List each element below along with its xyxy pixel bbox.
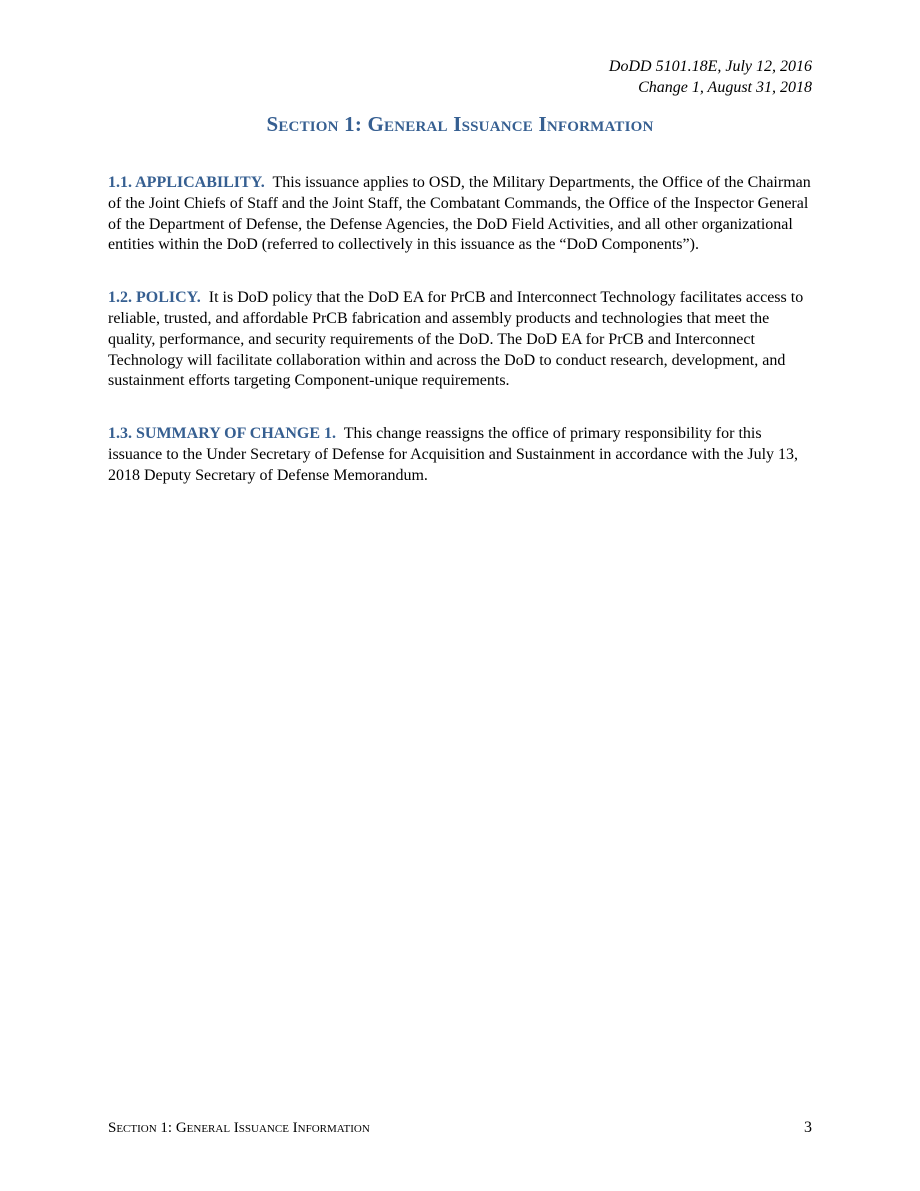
page-number: 3 [804, 1119, 812, 1136]
body-content [108, 173, 812, 519]
paragraph-text: This change reassigns the office of primary responsibility for this issuance to the Under Secretary of Defense for Acquisition and Sustainment in accordance with the July 13, 2018 Deputy Secretary of Defense Memorandum. [108, 425, 799, 484]
paragraph-heading: 1.2. POLICY. [108, 289, 201, 307]
footer-section-title: Section 1: General Issuance Information [108, 1120, 370, 1136]
paragraph-summary-of-change [108, 424, 812, 486]
paragraph-heading: 1.1. APPLICABILITY. [108, 174, 265, 191]
section-title: Section 1: General Issuance Information [266, 112, 654, 136]
paragraph-heading: 1.3. SUMMARY OF CHANGE 1. [108, 425, 337, 443]
paragraph-text: This issuance applies to OSD, the Military Departments, the Office of the Chairman of the Joint Chiefs of Staff and the Joint Staff, the Combatant Commands, the Office of the Inspector General of the Department of Defense, the Defense Agencies, the DoD Field Activities, and all other organizational entities within the DoD (referred to collectively in this issuance as the “DoD Components”). [108, 174, 811, 254]
paragraph-applicability [108, 173, 812, 256]
paragraph-policy [108, 288, 812, 392]
page-header [609, 56, 812, 98]
header-change-line: Change 1, August 31, 2018 [638, 79, 812, 96]
paragraph-text: It is DoD policy that the DoD EA for PrCB and Interconnect Technology facilitates access to reliable, trusted, and affordable PrCB fabrication and assembly products and technologies that meet the quality, performance, and security requirements of the DoD. The DoD EA for PrCB and Interconnect Technology will facilitate collaboration within and across the DoD to conduct research, development, and sustainment efforts targeting Component-unique requirements. [108, 289, 804, 390]
header-issuance-line: DoDD 5101.18E, July 12, 2016 [608, 58, 812, 75]
